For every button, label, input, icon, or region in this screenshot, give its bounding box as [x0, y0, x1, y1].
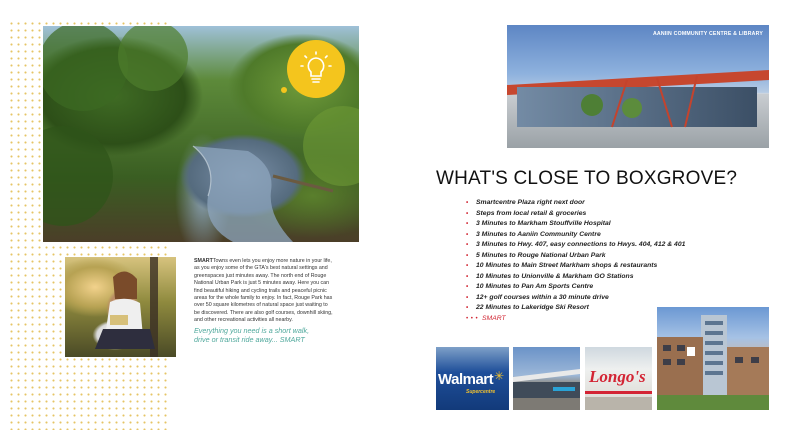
- list-item: • 10 Minutes to Unionville & Markham GO Stations: [466, 272, 685, 283]
- nature-description-text: Towns even lets you enjoy more nature in your life, as you enjoy some of the GTA's best natural settings and greenspaces just minutes away. The north end of Rouge National Urban Park is just 5 minutes away. Here you can find beautiful hiking and cycling trails and peaceful picnic areas for the whole family to enjoy. In fact, Rouge Park has over 50 square kilometres of natural space just waiting to be discovered. There are also golf courses, downhill skiing, and other recreational activities all nearby.: [194, 258, 333, 324]
- list-item: • Steps from local retail & groceries: [466, 209, 685, 220]
- lightbulb-badge: [287, 40, 345, 98]
- list-item: • 3 Minutes to Hwy. 407, easy connections to Hwys. 404, 412 & 401: [466, 240, 685, 251]
- list-item: • 12+ golf courses within a 30 minute drive: [466, 293, 685, 304]
- list-item: • 10 Minutes to Pan Am Sports Centre: [466, 282, 685, 293]
- nature-description: [194, 258, 334, 325]
- list-item: • Smartcentre Plaza right next door: [466, 198, 685, 209]
- list-item: • 3 Minutes to Aaniin Community Centre: [466, 230, 685, 241]
- photo-caption: AANIIN COMMUNITY CENTRE & LIBRARY: [652, 31, 763, 37]
- badge-accent-dot: [281, 87, 287, 93]
- tagline-text: Everything you need is a short walk, drive or transit ride away...: [194, 326, 310, 344]
- hospital-photo: [657, 307, 769, 410]
- longos-photo: [585, 347, 652, 410]
- list-item: • 10 Minutes to Main Street Markham shops & restaurants: [466, 261, 685, 272]
- smart-lead: SMART: [194, 258, 213, 264]
- amenities-list: [466, 198, 685, 325]
- longos-logo: Longo's: [589, 367, 646, 386]
- list-item: • 5 Minutes to Rouge National Urban Park: [466, 251, 685, 262]
- tagline: [194, 327, 324, 344]
- lightbulb-icon: [297, 50, 335, 88]
- community-centre-photo: [507, 25, 769, 148]
- spark-icon: ✳: [494, 369, 505, 383]
- plaza-photo: [513, 347, 580, 410]
- tagline-brand: SMART: [279, 334, 305, 344]
- page-title: WHAT'S CLOSE TO BOXGROVE?: [436, 168, 738, 189]
- list-item: • 22 Minutes to Lakeridge Ski Resort: [466, 303, 685, 314]
- walmart-logo: Walmart: [438, 371, 494, 388]
- list-brand: • • • SMART: [466, 314, 685, 325]
- walmart-photo: [436, 347, 509, 410]
- list-item: • 3 Minutes to Markham Stouffville Hospital: [466, 219, 685, 230]
- woman-reading-photo: [65, 257, 176, 357]
- walmart-subtitle: Supercentre: [466, 389, 496, 395]
